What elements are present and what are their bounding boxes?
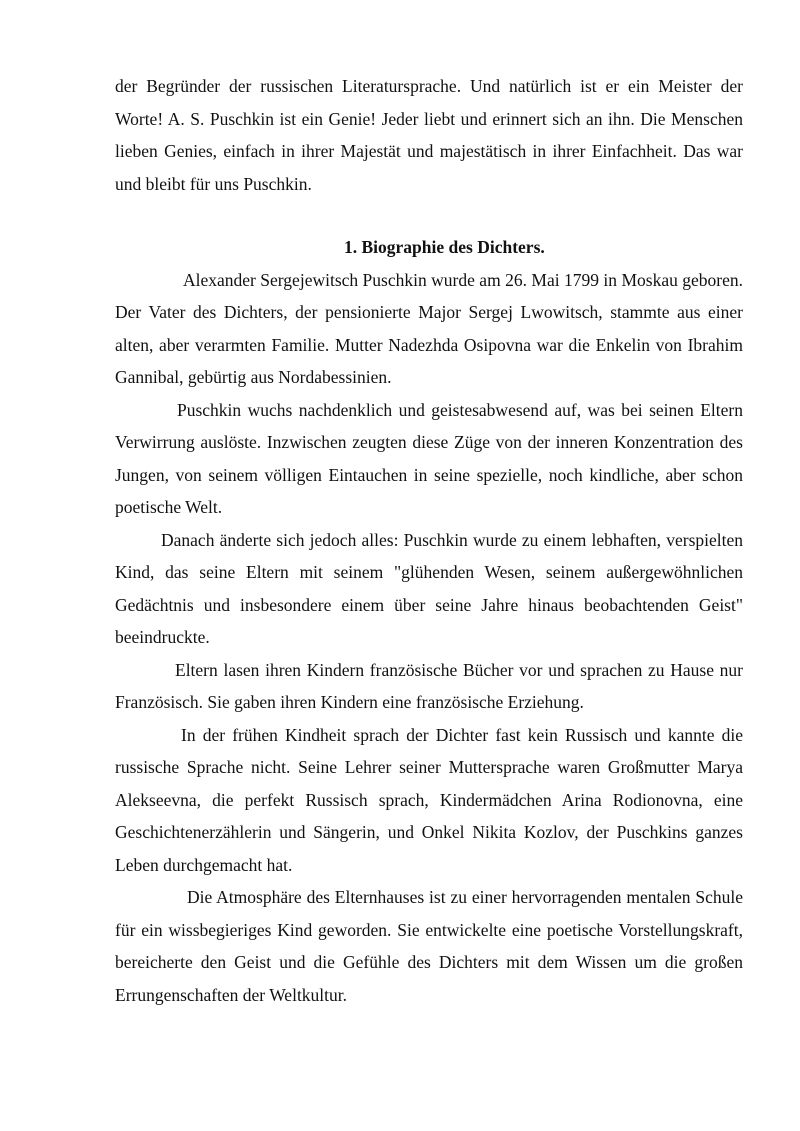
body-paragraph-1: Alexander Sergejewitsch Puschkin wurde am 26. Mai 1799 in Moskau geboren. Der Vater des Dichters, der pensionierte Major Sergej Lwowitsch, stammte aus einer alten, aber verarmten Familie. Mutter Nadezhda Osipovna war die Enkelin von Ibrahim Gannibal, gebürtig aus Nordabessinien. [115, 269, 743, 387]
body-paragraph-5: In der frühen Kindheit sprach der Dichter fast kein Russisch und kannte die russische Sprache nicht. Seine Lehrer seiner Muttersprache waren Großmutter Marya Alekseevna, die perfekt Russisch sprach, Kindermädchen Arina Rodionovna, eine Geschichtenerzählerin und Sängerin, und Onkel Nikita Kozlov, der Puschkins ganzes Leben durchgemacht hat. [115, 724, 743, 875]
body-paragraph-4: Eltern lasen ihren Kindern französische Bücher vor und sprachen zu Hause nur Französisch. Sie gaben ihren Kindern eine französische Erziehung. [115, 659, 743, 712]
document-page [115, 70, 743, 1011]
body-paragraph-6: Die Atmosphäre des Elternhauses ist zu einer hervorragenden mentalen Schule für ein wissbegieriges Kind geworden. Sie entwickelte eine poetische Vorstellungskraft, bereicherte den Geist und die Gefühle des Dichters mit dem Wissen um die großen Errungenschaften der Weltkultur. [115, 887, 743, 1005]
body-paragraph-3: Danach änderte sich jedoch alles: Puschkin wurde zu einem lebhaften, verspielten Kind, das seine Eltern mit seinem "glühenden Wesen, seinem außergewöhnlichen Gedächtnis und insbesondere einem über seine Jahre hinaus beobachtenden Geist" beeindruckte. [115, 529, 743, 647]
intro-paragraph: der Begründer der russischen Literatursprache. Und natürlich ist er ein Meister der Worte! A. S. Puschkin ist ein Genie! Jeder liebt und erinnert sich an ihn. Die Menschen lieben Genies, einfach in ihrer Majestät und majestätisch in ihrer Einfachheit. Das war und bleibt für uns Puschkin. [115, 76, 743, 194]
body-paragraph-2: Puschkin wuchs nachdenklich und geistesabwesend auf, was bei seinen Eltern Verwirrung auslöste. Inzwischen zeugten diese Züge von der inneren Konzentration des Jungen, von seinem völligen Eintauchen in seine spezielle, noch kindliche, aber schon poetische Welt. [115, 399, 743, 517]
section-heading: 1. Biographie des Dichters. [344, 237, 545, 257]
